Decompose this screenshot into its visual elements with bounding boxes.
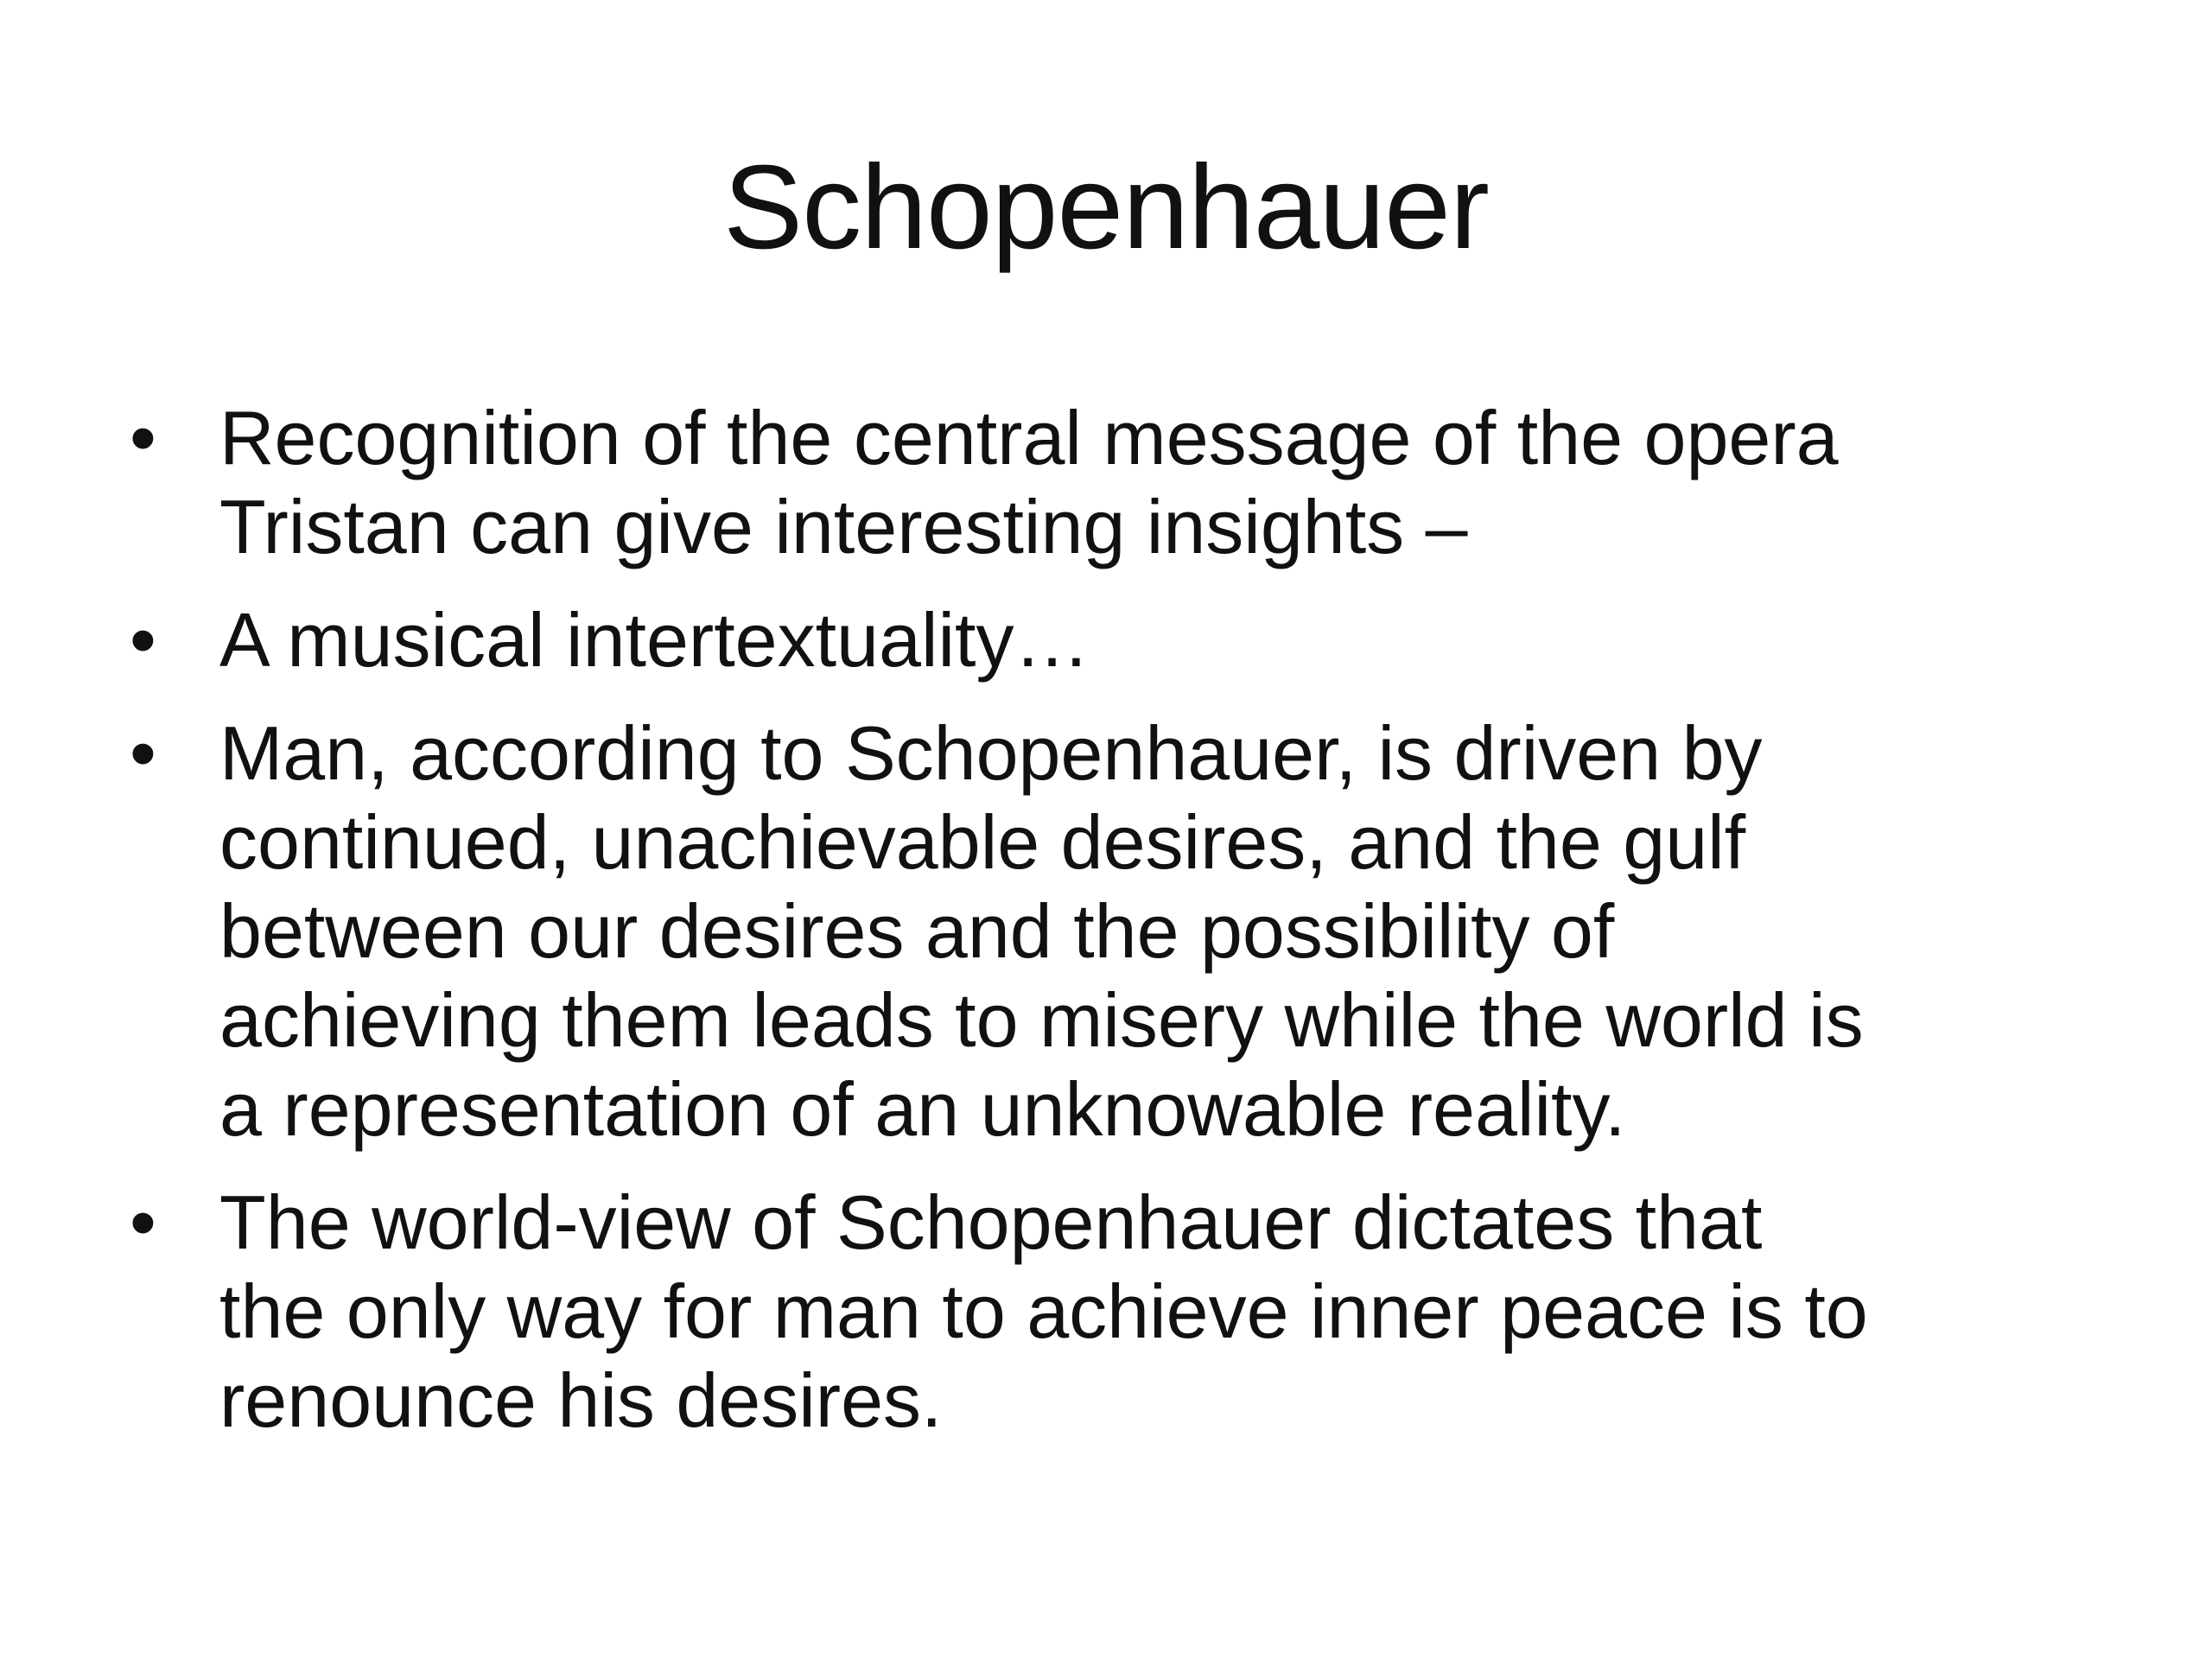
bullet-icon: • (130, 597, 156, 683)
bullet-list (130, 393, 2117, 1469)
bullet-text-3 (219, 709, 2117, 1154)
bullet-item-3 (130, 709, 2117, 1154)
bullet-3-line-2: continued, unachievable desires, and the gulf (219, 799, 1746, 885)
bullet-3-line-1: Man, according to Schopenhauer, is driven by (219, 710, 1763, 796)
bullet-4-line-2: the only way for man to achieve inner peace is to (219, 1268, 1868, 1354)
slide-title: Schopenhauer (723, 141, 1489, 274)
bullet-item-4 (130, 1178, 2117, 1445)
bullet-item-1 (130, 393, 2117, 571)
bullet-1-line-1: Recognition of the central message of the opera (219, 395, 1839, 480)
bullet-icon: • (130, 395, 156, 480)
bullet-3-line-4: achieving them leads to misery while the world is (219, 977, 1864, 1063)
bullet-3-line-3: between our desires and the possibility of (219, 888, 1615, 974)
bullet-2-line-1: A musical intertextuality… (219, 597, 1090, 683)
bullet-item-2 (130, 595, 2117, 684)
bullet-text-1 (219, 393, 2117, 571)
bullet-icon: • (130, 710, 156, 796)
bullet-3-line-5: a representation of an unknowable reality. (219, 1066, 1626, 1152)
bullet-4-line-1: The world-view of Schopenhauer dictates that (219, 1179, 1763, 1265)
bullet-1-line-2: Tristan can give interesting insights – (219, 484, 1468, 569)
bullet-icon: • (130, 1179, 156, 1265)
bullet-text-2 (219, 595, 2117, 684)
bullet-text-4 (219, 1178, 2117, 1445)
bullet-4-line-3: renounce his desires. (219, 1357, 943, 1443)
